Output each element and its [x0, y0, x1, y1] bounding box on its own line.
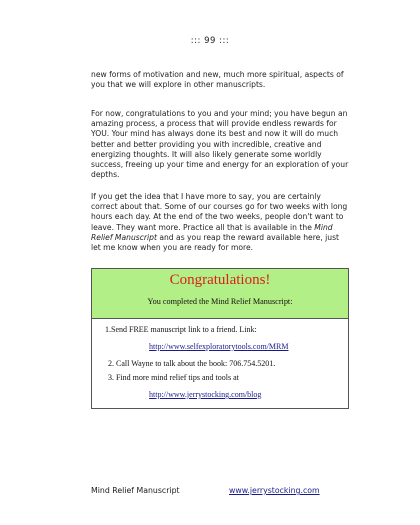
paragraph-1-text: new forms of motivation and new, much more spiritual, aspects of you that we will explore in other manuscripts. — [91, 70, 344, 90]
paragraph-2-text: For now, congratulations to you and your mind; you have begun an amazing process, a process that will provide endless rewards for YOU. Your mind has always done its best and now it will do much better and better providing you with incredible, creative and energizing thoughts. It will also likely generate some worldly success, freeing up your time and energy for an exploration of your depths. — [91, 109, 349, 180]
congratulations-title: Congratulations! — [169, 272, 271, 288]
paragraph-3 — [91, 192, 349, 253]
step-more-tips: 3. Find more mind relief tips and tools at — [108, 373, 239, 382]
page-number: ::: 99 ::: — [190, 36, 230, 46]
blog-link[interactable]: http://www.jerrystocking.com/blog — [149, 390, 262, 399]
manuscript-link[interactable]: http://www.selfexploratorytools.com/MRM — [149, 342, 289, 351]
paragraph-3-start: If you get the idea that I have more to say, you are certainly correct about that. Some of our courses go for two weeks with long hours each day. At the end of the two weeks, people don't want to leave. They want more. Practice all that is available in the — [91, 192, 348, 232]
paragraph-3-text — [91, 192, 349, 253]
step-call-wayne: 2. Call Wayne to talk about the book: 706.754.5201. — [108, 359, 276, 368]
step-share-link: 1.Send FREE manuscript link to a friend. Link: — [105, 325, 257, 334]
paragraph-3-end: and as you reap the reward available here, just let me know when you are ready for more. — [91, 232, 340, 253]
congratulations-header — [92, 269, 348, 319]
completion-message: You completed the Mind Relief Manuscript: — [147, 297, 293, 306]
paragraph-1 — [91, 70, 349, 90]
congratulations-box — [91, 268, 349, 409]
footer-website-link[interactable]: www.jerrystocking.com — [229, 486, 320, 495]
footer-book-title: Mind Relief Manuscript — [91, 486, 180, 495]
manuscript-title-italic: Mind Relief Manuscript — [91, 222, 333, 242]
paragraph-2 — [91, 109, 349, 180]
